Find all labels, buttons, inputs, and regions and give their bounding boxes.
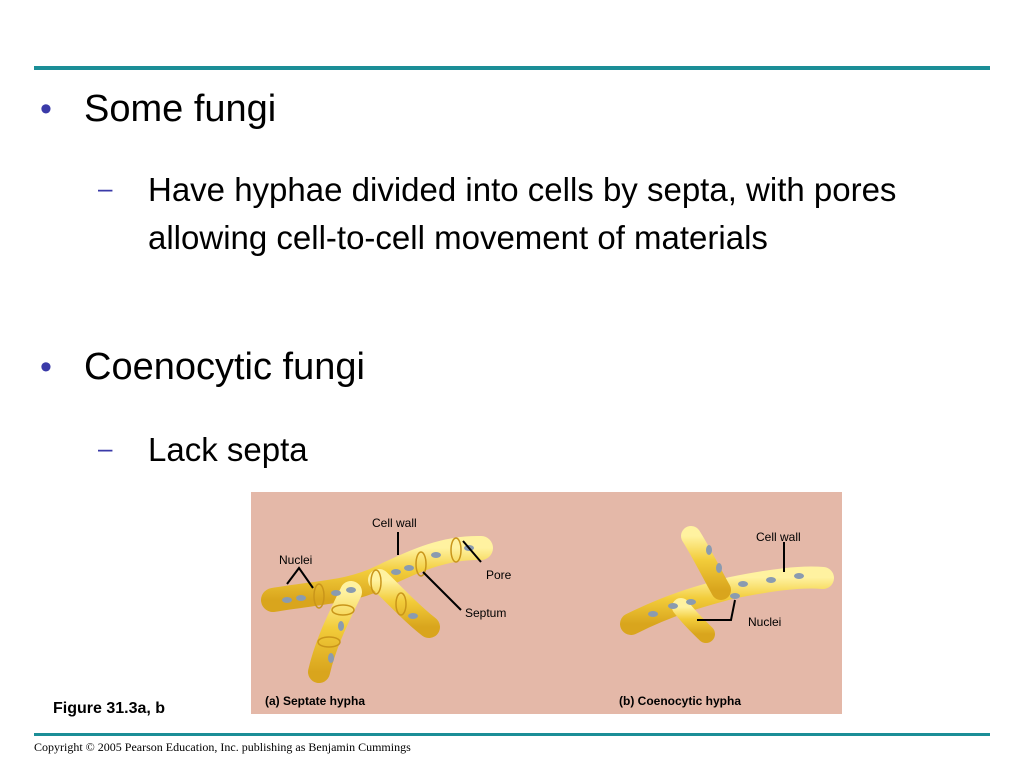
caption-coenocytic: (b) Coenocytic hypha xyxy=(619,694,742,708)
caption-septate: (a) Septate hypha xyxy=(265,694,366,708)
coenocytic-hypha-drawing xyxy=(631,536,823,634)
dash-icon: – xyxy=(98,433,113,463)
figure-reference: Figure 31.3a, b xyxy=(53,700,166,717)
copyright-notice: Copyright © 2005 Pearson Education, Inc. publishing as Benjamin Cummings xyxy=(34,740,411,754)
hyphae-illustration xyxy=(251,492,842,714)
dash-icon: – xyxy=(98,173,113,203)
sub-bullet-text: Have hyphae divided into cells by septa, with pores allowing cell-to-cell movement of materials xyxy=(148,171,897,256)
label-pore: Pore xyxy=(486,568,512,582)
top-divider-line xyxy=(34,66,990,70)
bullet-text: Some fungi xyxy=(84,88,277,130)
label-septum: Septum xyxy=(465,606,507,620)
hyphae-figure xyxy=(251,492,842,714)
label-cell-wall-a: Cell wall xyxy=(372,516,417,530)
sub-bullet-text: Lack septa xyxy=(148,431,308,468)
bullet-dot-icon: • xyxy=(40,90,52,128)
label-nuclei-b: Nuclei xyxy=(748,615,782,629)
label-nuclei-a: Nuclei xyxy=(279,553,313,567)
label-cell-wall-b: Cell wall xyxy=(756,530,801,544)
bottom-divider-line xyxy=(34,733,990,736)
bullet-dot-icon: • xyxy=(40,348,52,386)
bullet-text: Coenocytic fungi xyxy=(84,346,365,388)
